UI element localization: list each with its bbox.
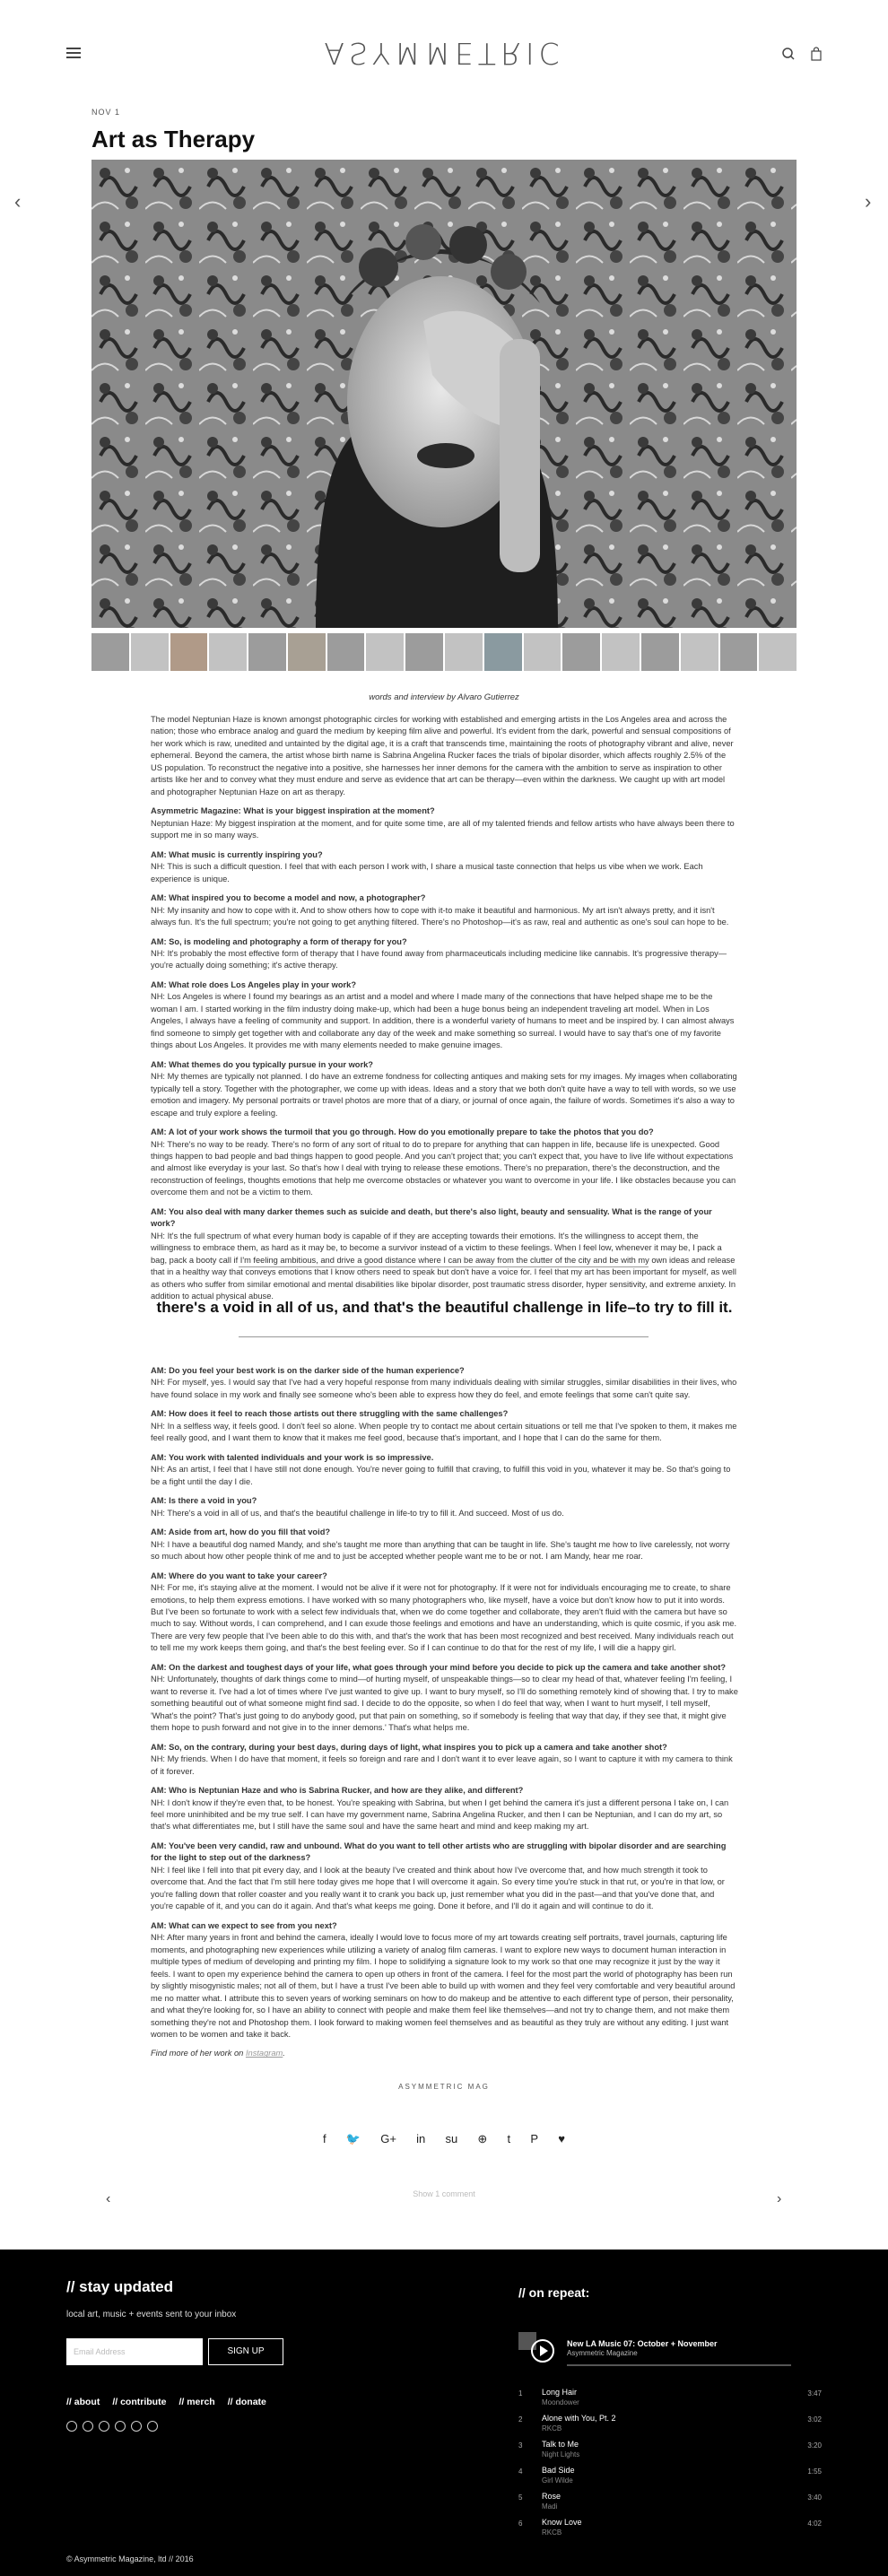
interview-section-2 [151, 1365, 738, 2041]
prev-article-arrow[interactable]: ‹ [14, 190, 22, 213]
article-tag[interactable]: ASYMMETRIC MAG [398, 2083, 490, 2091]
site-header [0, 0, 888, 99]
question: AM: You've been very candid, raw and unbound. What do you want to tell other artists who are struggling with bipolar disorder and are searching for the light to step out of the darkness? [151, 1841, 727, 1863]
qa-item [151, 1365, 738, 1401]
track-number: 6 [518, 2519, 523, 2528]
qa-item [151, 1662, 738, 1735]
cart-icon[interactable] [809, 47, 823, 61]
stay-updated-subtitle: local art, music + events sent to your inbox [66, 2310, 237, 2319]
article-body-top [151, 714, 738, 1310]
thumbnail[interactable] [562, 633, 600, 671]
track-title: Talk to Me [542, 2440, 579, 2449]
answer: NH: My friends. When I do have that moment, it feels so foreign and rare and I don't want it to ever leave again, so I want to capture it with my camera to think of it forever. [151, 1754, 733, 1776]
hero-photo[interactable] [91, 160, 797, 628]
track-number: 2 [518, 2415, 523, 2424]
share-icon[interactable]: P [530, 2132, 539, 2145]
answer: NH: My themes are typically not planned. I do have an extreme fondness for collecting antiques and making sets for my images. My images when collaborating typically tell a story. Together with the photographer, we come up with ideas. Ideas and a story that we both don't quite have a way to tell with words, so we use emotion and imagery. My personal portraits or travel photos are more that of a diary, or journal of once again, the failure of words. Sometimes it's also a way to escape and truly explore a feeling. [151, 1072, 737, 1118]
footer-link[interactable]: // merch [178, 2397, 215, 2407]
answer: NH: My insanity and how to cope with it. And to show others how to cope with it-to make it beautiful and harmonious. My art isn't always pretty, and it isn't always fun. It's the full spectrum; you're not going to get anything filtered. There's no Photoshop—it's as raw, real and authentic as one's soul can hope to be. [151, 905, 729, 927]
qa-item [151, 1527, 738, 1562]
question: AM: So, is modeling and photography a form of therapy for you? [151, 936, 407, 946]
track-artist: RKCB [542, 2528, 562, 2537]
share-icon[interactable]: G+ [380, 2132, 396, 2145]
thumbnail[interactable] [91, 633, 129, 671]
answer: NH: For myself, yes. I would say that I've had a very hopeful response from many individuals dealing with similar struggles, similar disabilities in their lives, who have found solace in my work and finally see someone who's been able to express how they do feel, and emote feelings that some can't quite say. [151, 1378, 737, 1399]
answer: NH: It's the full spectrum of what every human body is capable of if they are accepting towards their emotions. It's the willingness to accept them, the willingness to embrace them, as hard as it may be, to become a survivor instead of a victim to these feelings. When I feel low, whenever it may be, I pack a bag, pack a booty call if I'm feeling ambitious, and drive a good distance where I can be away from the clutter of the city and be with my own ideas and release that in a healthy way that conveys emotions that I know others need to speak but don't have a voice for. I feel that my art has been important for myself, as well as others who suffer from similar emotional and mental disabilities like bipolar disorder, post traumatic stress disorder, hyper sensitivity, and extreme anxiety. In addition to actual physical abuse. [151, 1231, 736, 1301]
share-icon[interactable]: ♥ [558, 2132, 565, 2145]
answer: NH: I have a beautiful dog named Mandy, and she's taught me more than anything that can be taught in life. She's taught me how to live carelessly, not worry so much about how other people think of me and to just be accepted whether people want me to be or not. I am Mandy, hear me roar. [151, 1539, 730, 1562]
track-duration: 3:40 [807, 2493, 822, 2502]
qa-item [151, 1841, 738, 1913]
track-title: Rose [542, 2492, 562, 2501]
thumbnail[interactable] [484, 633, 522, 671]
footer-links [66, 2397, 266, 2407]
article-credit: words and interview by Alvaro Gutierrez [369, 692, 519, 702]
next-post-arrow[interactable]: › [777, 2191, 782, 2206]
thumbnail[interactable] [681, 633, 718, 671]
thumbnail[interactable] [445, 633, 483, 671]
question: AM: How does it feel to reach those artists out there struggling with the same challenges? [151, 1409, 509, 1419]
facebook-icon[interactable] [99, 2421, 109, 2432]
question: AM: Is there a void in you? [151, 1496, 257, 1506]
question: AM: What inspired you to become a model and now, a photographer? [151, 893, 426, 903]
thumbnail[interactable] [209, 633, 247, 671]
question: AM: What music is currently inspiring you? [151, 849, 323, 859]
question: AM: What role does Los Angeles play in your work? [151, 979, 357, 989]
answer: NH: I feel like I fell into that pit every day, and I look at the beauty I've created and think about how I've overcome that, and how much strength it took to overcome that. And the fact that I'm still here today gives me hope that I will overcome it again. So every time you're stuck in that rut, or you're in that low, or you're falling down that roller coaster and you really want it to crank you back up, just remember what you did in the past—and that you've done that, and you're capable of it, and you can do it again. And that's what keeps me going. Done it before, and I'll do it again and will continue to do it. [151, 1865, 725, 1911]
question: AM: What can we expect to see from you next? [151, 1920, 337, 1930]
share-icons [323, 2132, 565, 2146]
on-repeat-title: // on repeat: [518, 2285, 590, 2300]
site-footer [0, 2250, 888, 2576]
question: AM: Where do you want to take your career? [151, 1571, 327, 1580]
article-body-bottom [151, 1365, 738, 2067]
share-icon[interactable]: t [507, 2132, 511, 2145]
answer: NH: Los Angeles is where I found my bearings as an artist and a model and where I made many of the connections that have helped shape me to be the woman I am. I started working in the film industry doing make-up, which had been a huge bonus being an independent traveling art model. When in Los Angeles, I always have a feeling of community and support. In addition, there is a wonderful variety of humans to meet and be inspired by. I can almost always find someone to simply get together with and collaborate any day of the week and make something so surreal. I would have to say that's one of my favorite things about Los Angeles. It provides me with many elements needed to make genuine images. [151, 992, 735, 1050]
track-artist: Night Lights [542, 2450, 580, 2459]
track-number: 5 [518, 2493, 523, 2502]
share-icon[interactable]: in [416, 2132, 426, 2145]
share-icon[interactable]: 🐦 [345, 2132, 361, 2145]
track-row[interactable] [518, 2414, 822, 2440]
track-artist: Girl Wilde [542, 2476, 573, 2485]
track-duration: 3:20 [807, 2441, 822, 2450]
question: AM: Aside from art, how do you fill that void? [151, 1527, 331, 1537]
answer: NH: As an artist, I feel that I have still not done enough. You're never going to fulfill that craving, to fulfill this void in you, whatever it may be. So that's going to be a fight until the day I die. [151, 1465, 731, 1486]
track-row[interactable] [518, 2466, 822, 2492]
copyright: © Asymmetric Magazine, ltd // 2016 [66, 2554, 194, 2563]
qa-item [151, 936, 738, 972]
social-icons [66, 2421, 158, 2432]
prev-post-arrow[interactable]: ‹ [106, 2191, 111, 2206]
question: AM: What themes do you typically pursue in your work? [151, 1059, 373, 1069]
qa-item [151, 1920, 738, 2041]
qa-item [151, 1127, 738, 1199]
track-row[interactable] [518, 2492, 822, 2518]
answer: NH: There's a void in all of us, and that's the beautiful challenge in life-to try to fill it. And succeed. Most of us do. [151, 1508, 564, 1518]
thumbnail[interactable] [288, 633, 326, 671]
track-duration: 3:02 [807, 2415, 822, 2424]
qa-item [151, 1059, 738, 1119]
thumbnail[interactable] [366, 633, 404, 671]
player-title: New LA Music 07: October + November [567, 2339, 718, 2348]
qa-item [151, 1495, 738, 1519]
search-icon[interactable] [781, 47, 796, 61]
qa-item [151, 1408, 738, 1444]
qa-item [151, 1742, 738, 1778]
track-title: Know Love [542, 2518, 582, 2527]
answer: NH: After many years in front and behind the camera, ideally I would love to focus more of my art towards creating self portraits, travel journals, capturing life moments, and photographing new experiences while utilizing a variety of analog film cameras. I want to explore new ways to document human interaction in multiple types of medium of developing and printing my film. I hope to solidifying a signature look to my work so that one may recognize it just by the way it feels. I want to open my experience behind the camera to open up others in front of the camera. I feel for the most part the world of photography has been run by slightly misogynistic males; not all of them, but I have a trust I've been able to build up with women and they feel very comfortable and very beautiful around me no matter what. I attribute this to seven years of working seminars on how to do makeup and be attentive to each different type of person, their personality, and what they're looking for, so I have an ability to connect with people and make them feel like themselves—and not try to change them, and not make them something they're not and Photoshop them. I look forward to making women feel themselves and as beautiful as they truly are without any editing. I just want women to be women and take it back. [151, 1933, 736, 2039]
answer: NH: Unfortunately, thoughts of dark things come to mind—of hurting myself, of unspeakable things—so to clear my head of that, whatever feeling I'm feeling, I want to reverse it. I've had a lot of times where I've just wanted to give up. I want to bury myself, so I'll do something remotely kind of showing that. I try to make something beautiful out of what someone might find sad. I decide to do the opposite, so when I do feel that way, when I want to hurt myself, I tell myself, 'What's the point? That's just going to do anybody good, put that pain on something, so if somebody is feeling that way that day, if they see that, it might give them hope to push forward and not give in to the inner demons.' That's what helps me. [151, 1675, 738, 1733]
player-progress[interactable] [567, 2364, 791, 2366]
footer-link[interactable]: // contribute [112, 2397, 167, 2407]
answer: NH: For me, it's staying alive at the moment. I would not be alive if it were not for photography. If it were not for individuals encouraging me to create, to share emotions, to help them express emotions. I have worked with so many photographers who, like myself, have a voice but don't know how to put it into words. But I've been so fortunate to work with a select few individuals that, when we do come together and collaborate, they aren't fluid with the camera but have so much to say. Without words, I can comprehend, and I can exude those feelings and emotions and have an understanding, which is quite cosmic, if you ask me. There are very few people that I've been able to do this with, and that's the work that has been most recognized and best received. Many individuals reach out to tell me my work keeps them going, and that's the best feeling ever. So if I can continue to do that for the rest of my life, I will die a happy girl. [151, 1583, 737, 1653]
qa-item [151, 805, 738, 841]
answer: NH: This is such a difficult question. I feel that with each person I work with, I share a musical taste connection that helps us vibe when we work. Each experience is unique. [151, 862, 703, 883]
thumbnail[interactable] [720, 633, 758, 671]
stay-updated-title: // stay updated [66, 2278, 174, 2295]
track-title: Long Hair [542, 2388, 578, 2397]
pull-quote: there's a void in all of us, and that's the beautiful challenge in life–to try to fill it. [156, 1299, 733, 1316]
track-artist: Madi [542, 2502, 558, 2511]
music-player [518, 2332, 822, 2544]
thumbnail[interactable] [524, 633, 562, 671]
instagram-icon[interactable] [66, 2421, 77, 2432]
footer-link[interactable]: // donate [227, 2397, 266, 2407]
photo-thumbnail-strip [91, 633, 797, 671]
divider [239, 1336, 649, 1337]
email-input[interactable]: Email Address [66, 2338, 203, 2365]
qa-item [151, 1452, 738, 1488]
track-row[interactable] [518, 2388, 822, 2414]
answer: NH: It's probably the most effective form of therapy that I have found away from pharmaceuticals including medicine like cannabis. It's progressive therapy—you're actually doing something; it's active therapy. [151, 948, 727, 970]
share-icon[interactable]: su [445, 2132, 458, 2145]
track-artist: Moondower [542, 2398, 579, 2406]
track-title: Bad Side [542, 2466, 575, 2475]
track-artist: RKCB [542, 2424, 562, 2432]
track-number: 4 [518, 2467, 523, 2476]
qa-item [151, 1571, 738, 1655]
signup-button[interactable]: SIGN UP [208, 2338, 283, 2365]
thumbnail[interactable] [641, 633, 679, 671]
thumbnail[interactable] [170, 633, 208, 671]
thumbnail[interactable] [248, 633, 286, 671]
next-article-arrow[interactable]: › [865, 190, 872, 213]
instagram-link[interactable]: Instagram [245, 2049, 283, 2058]
question: AM: On the darkest and toughest days of your life, what goes through your mind before you decide to pick up the camera and take another shot? [151, 1662, 727, 1672]
article-intro: The model Neptunian Haze is known amongst photographic circles for working with established and emerging artists in the Los Angeles area and across the nation; those who embrace analog and guard the medium by keeping film alive and powerful. It's evident from the dark, powerful and sensual compositions of her work which is raw, unedited and untainted by the digital age, it is a craft that transcends time, maintaining the roots of photography vibrant and alive, never ephemeral. Beyond the camera, the artist whose birth name is Sabrina Angelina Rucker faces the trials of bipolar disorder, which affects roughly 2.5% of the US population. To reconstruct the negative into a positive, she harnesses her inner demons for the camera with the ambition to serve as inspiration to other artists like her and to convey what they must endure and serve as evidence that art can be therapy—even within the darkness. We caught up with art model and photographer Neptunian Haze on art as therapy. [151, 715, 734, 796]
thumbnail[interactable] [405, 633, 443, 671]
share-icon[interactable]: f [323, 2132, 326, 2145]
question: AM: So, on the contrary, during your best days, during days of light, what inspires you to pick up a camera and take another shot? [151, 1742, 667, 1752]
track-duration: 1:55 [807, 2467, 822, 2476]
thumbnail[interactable] [327, 633, 365, 671]
interview-section-1 [151, 805, 738, 1302]
qa-item [151, 1206, 738, 1303]
soundcloud-icon[interactable] [131, 2421, 142, 2432]
question: AM: You also deal with many darker themes such as suicide and death, but there's also light, beauty and sensuality. What is the range of your work? [151, 1206, 712, 1229]
track-title: Alone with You, Pt. 2 [542, 2414, 616, 2423]
spotify-icon[interactable] [115, 2421, 126, 2432]
site-logo[interactable]: ASYMMETRIC [324, 36, 564, 71]
thumbnail[interactable] [602, 633, 640, 671]
find-more: Find more of her work on Instagram. [151, 2049, 285, 2058]
question: AM: Who is Neptunian Haze and who is Sabrina Rucker, and how are they alike, and different? [151, 1786, 524, 1796]
qa-item [151, 979, 738, 1052]
article-date: NOV 1 [91, 108, 121, 117]
menu-icon[interactable] [66, 48, 81, 58]
player-album: Asymmetric Magazine [567, 2349, 638, 2357]
email-icon[interactable] [147, 2421, 158, 2432]
answer: NH: There's no way to be ready. There's no form of any sort of ritual to do to prepare for anything that can happen in life, because life is unexpected. Good things happen to bad people and bad things happen to good people. And you can't project that; you can't expect that, you have to live life without expectations and almost like everyday is your last. So that's how I deal with trying to release these emotions. There's no preparation, there's the deconstruction, and the reconstruction of feelings, thoughts emotions that help me overcome obstacles or whatever you want to overcome in your life. I like obstacles because you can overcome them and not be a victim to them. [151, 1139, 736, 1197]
article-title: Art as Therapy [91, 126, 256, 152]
question: Asymmetric Magazine: What is your biggest inspiration at the moment? [151, 806, 435, 816]
thumbnail[interactable] [759, 633, 797, 671]
track-duration: 3:47 [807, 2389, 822, 2398]
track-duration: 4:02 [807, 2519, 822, 2528]
portrait-image [91, 160, 797, 628]
question: AM: A lot of your work shows the turmoil that you go through. How do you emotionally prepare to take the photos that you do? [151, 1127, 654, 1137]
qa-item [151, 849, 738, 885]
track-list [518, 2388, 822, 2544]
track-number: 1 [518, 2389, 523, 2398]
track-row[interactable] [518, 2518, 822, 2544]
qa-item [151, 1785, 738, 1833]
footer-link[interactable]: // about [66, 2397, 100, 2407]
answer: NH: In a selfless way, it feels good. I don't feel so alone. When people try to contact me about certain situations or tell me that I've spoken to them, it makes me feel really good, and I want them to know that it makes me feel good, because that's important, and I hope that I can do the same for them. [151, 1421, 737, 1443]
twitter-icon[interactable] [83, 2421, 93, 2432]
question: AM: You work with talented individuals and your work is so impressive. [151, 1452, 434, 1462]
show-comments[interactable]: Show 1 comment [413, 2189, 475, 2198]
share-icon[interactable]: ⊕ [477, 2132, 488, 2145]
answer: Neptunian Haze: My biggest inspiration at the moment, and for quite some time, are all of my talented friends and fellow artists who have always been there to support me in so many ways. [151, 818, 735, 840]
divider [239, 1266, 649, 1267]
track-row[interactable] [518, 2440, 822, 2466]
qa-item [151, 892, 738, 928]
track-number: 3 [518, 2441, 523, 2450]
question: AM: Do you feel your best work is on the darker side of the human experience? [151, 1366, 465, 1375]
answer: NH: I don't know if they're even that, to be honest. You're speaking with Sabrina, but when I get behind the camera it's just a different persona I take on, I can feel more uninhibited and be my true self. I can have my government name, Sabrina Angelina Rucker, and then I can be Neptunian, and I can do my art, so that's what differentiates me, but I still have the same soul and have the same heart and mind and keep making my art. [151, 1797, 729, 1832]
thumbnail[interactable] [131, 633, 169, 671]
play-icon[interactable] [531, 2339, 554, 2363]
